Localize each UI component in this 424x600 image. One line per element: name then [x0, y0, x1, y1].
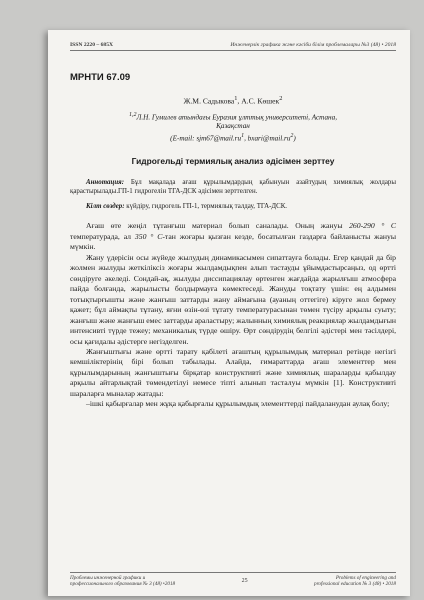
- abstract-text: Бұл мақалада ағаш құрылымдардың қабынуын азайтудың химиялық жолдары қарастырылады.ГП-1 гидрогелін ТГА-ДСК әдісімен зерттелген.: [70, 179, 396, 196]
- authors: [70, 95, 396, 106]
- email-suffix: ): [293, 134, 296, 143]
- journal-page: [48, 30, 410, 596]
- affiliation-line-2: Қазақстан: [216, 122, 250, 131]
- page-footer: [70, 572, 396, 589]
- footer-left-line-2: профессионального образования № 3 (48) •2018: [70, 581, 176, 588]
- page-header: [70, 42, 396, 51]
- article-title: Гидрогельді термиялық анализ әдісімен зерттеу: [131, 156, 335, 167]
- article-body: [70, 221, 396, 409]
- p1-part-b: температурада, ал: [70, 231, 135, 241]
- paragraph-3: Жанғыштығы және өртті тарату қабілеті ағаштың құрылымдық материал ретінде негізгі кемшіліктерінің бірі болып табылады. Алайда, ғимараттарда ағаш элементтер мен құрылымдарының жанғыштығы бірқатар конструктивті және химиялық шараларды қабылдау арқылы айтарлықтай төмендетілуі немесе тіпті алынып тасталуы мүмкін [1]. Конструктивті шараларға мыналар жатады:: [70, 346, 396, 398]
- footer-right: [314, 575, 396, 589]
- affiliation-line-1: Л.Н. Гумилев атындағы Еуразия ұлттық университеті, Астана,: [136, 112, 337, 121]
- email-sup-1: 1: [241, 132, 245, 139]
- author-2: А.С. Көшек: [241, 96, 280, 106]
- issn: ISSN 2220 – 685X: [70, 42, 114, 48]
- p1-temp-2: 350 ° С: [134, 231, 163, 241]
- footer-right-line-2: professional education № 3 (48) • 2018: [313, 581, 396, 588]
- paragraph-2: Жану үдерісін осы жүйеде жылудың динамикасымен сипаттауға болады. Егер қандай да бір жолмен жылуды жеткіліксіз жоғары жылдамдықпен алып тастауды ұйымдастырсаңыз, од өртті сөндіруге әкеледі. Сондай-ақ, жылуды диссипациялау өртенген жағдайда жарылғыш атмосфера пайда болғанда, жарылысты болдырмауға көмектеседі. Жануды тоқтату үшін: ең алдымен тотықтырғышты және жанғыш заттарды жану аймағына (ауаның оттегіге) кіруге жол бермеу қажет; бұл аймақты тұтану, яғни өзін-өзі тұтату температурасынан төмен түсіру арқылы суыту; жанғыш және жанғыш емес заттарды араластыру; жалынның химиялық реакциялар жылдамдығын интенсивті түрде тежеу; механикалық түрде өшіру. Өрт сөндірудің белгілі әдістері мен тәсілдері, осы қағидалы әдістерге негізделген.: [70, 252, 396, 346]
- keywords: [70, 202, 396, 211]
- author-separator: ,: [237, 96, 242, 106]
- journal-title: Инженерлік графика және кәсіби білім проблемалары №3 (48) • 2018: [230, 42, 396, 48]
- udc-code: МРНТИ 67.09: [70, 72, 131, 83]
- author-1-sup: 1: [234, 95, 238, 102]
- email-line: [70, 133, 396, 142]
- footer-left: [70, 575, 175, 589]
- paragraph-1: [70, 221, 396, 252]
- abstract: [70, 178, 396, 196]
- affiliation-sup: 1,2: [128, 111, 137, 118]
- author-2-sup: 2: [279, 95, 283, 102]
- article-content: [70, 58, 396, 410]
- footer-right-line-1: Problems of engineering and: [335, 574, 396, 581]
- paragraph-4: –ішкі қабырғалар мен жұқа қабырғалы құрылымдық элементтерді пайдаланудан аулақ болу;: [86, 399, 390, 409]
- footer-left-line-1: Проблемы инженерной графики и: [70, 574, 146, 581]
- abstract-label: Аннотация:: [86, 179, 125, 187]
- affiliation: [70, 112, 396, 132]
- keywords-text: күйдіру, гидрогель ГП-1, термиялық талдау, ТГА-ДСК.: [124, 203, 288, 211]
- email-sup-2: 2: [290, 132, 294, 139]
- p1-temp-1: 260-290 ° С: [349, 221, 396, 231]
- email-prefix: (E-mail: sjm67@mail.ru: [170, 134, 242, 143]
- keywords-label: Кілт сөздер:: [86, 203, 125, 211]
- p1-part-a: Ағаш өте жеңіл тұтанғыш материал болып саналады. Оның жануы: [86, 221, 350, 231]
- page-number: 25: [241, 578, 248, 585]
- author-1: Ж.М. Садыкова: [183, 96, 235, 106]
- p1-part-c: -тан жоғары қызған кезде, босатылған газдарға байланысты жануы мүмкін.: [70, 231, 397, 252]
- email-mid: , bxari@mail.ru: [244, 134, 291, 143]
